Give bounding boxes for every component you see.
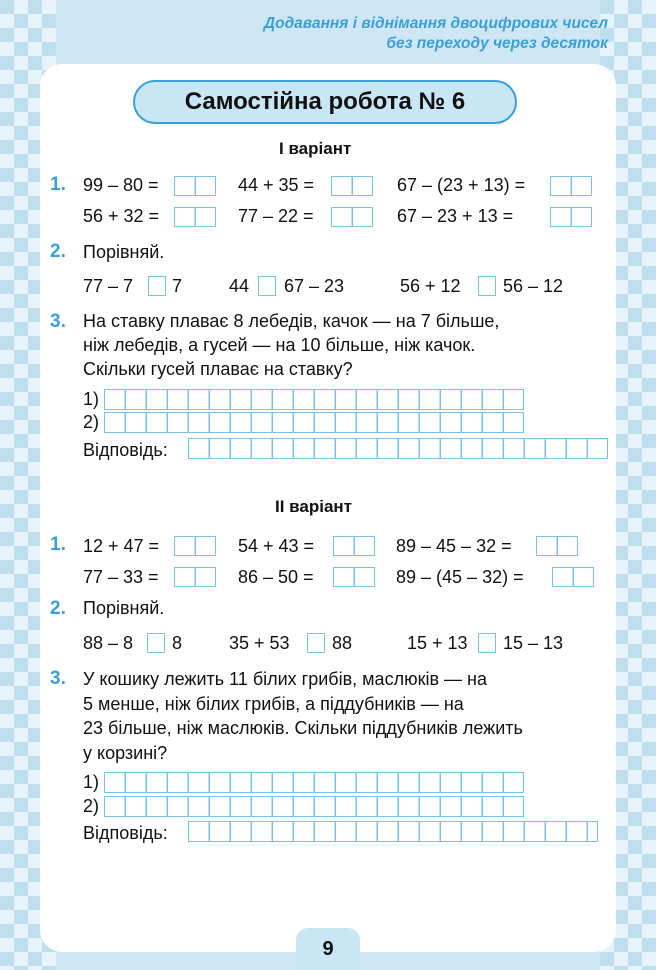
header-line-1: Додавання і віднімання двоцифрових чисел xyxy=(263,15,608,32)
variant2-title: ІІ варіант xyxy=(275,497,353,516)
v2-task2-label: Порівняй. xyxy=(83,598,165,618)
v1-task2-label: Порівняй. xyxy=(83,242,165,262)
v2-expr-1: 12 + 47 = xyxy=(83,536,160,556)
page-number: 9 xyxy=(296,928,360,970)
v1-answer-box-3[interactable] xyxy=(550,176,592,196)
v2-answer-grid[interactable] xyxy=(188,821,598,842)
variant1-title: І варіант xyxy=(279,139,352,158)
v2-task3-line-4: у корзині? xyxy=(83,743,168,763)
v2-answer-box-6[interactable] xyxy=(552,567,594,587)
v2-expr-6: 89 – (45 – 32) = xyxy=(396,567,524,587)
v1-task1-number: 1. xyxy=(50,174,66,195)
v1-compare-3-left: 56 + 12 xyxy=(400,276,461,296)
v2-compare-3-left: 15 + 13 xyxy=(407,633,468,653)
v2-expr-5: 86 – 50 = xyxy=(238,567,314,587)
v1-answer-box-5[interactable] xyxy=(331,207,373,227)
v1-task3-line-1: На ставку плаває 8 лебедів, качок — на 7 більше, xyxy=(83,311,500,331)
header-line-2: без переходу через десяток xyxy=(386,35,608,52)
v2-compare-box-3[interactable] xyxy=(478,633,496,653)
v2-compare-1-left: 88 – 8 xyxy=(83,633,134,653)
v1-step-1-label: 1) xyxy=(83,389,100,409)
v2-answer-label: Відповідь: xyxy=(83,823,168,843)
v1-task2-number: 2. xyxy=(50,241,66,262)
v2-task3-line-3: 23 більше, ніж маслюків. Скільки піддубників лежить xyxy=(83,718,523,738)
v1-answer-box-1[interactable] xyxy=(174,176,216,196)
v1-expr-3: 67 – (23 + 13) = xyxy=(397,175,526,195)
v2-compare-box-1[interactable] xyxy=(147,633,165,653)
v2-answer-box-2[interactable] xyxy=(333,536,375,556)
v2-task1-number: 1. xyxy=(50,534,66,555)
v1-compare-box-1[interactable] xyxy=(148,276,166,296)
v2-expr-4: 77 – 33 = xyxy=(83,567,159,587)
v2-step-2-label: 2) xyxy=(83,796,100,816)
page-title: Самостійна робота № 6 xyxy=(133,80,517,124)
v2-compare-2-right: 88 xyxy=(332,633,353,653)
v2-task3-line-1: У кошику лежить 11 білих грибів, маслюків — на xyxy=(83,669,487,689)
v1-step-1-grid[interactable] xyxy=(104,389,524,410)
v2-answer-box-4[interactable] xyxy=(174,567,216,587)
v2-expr-3: 89 – 45 – 32 = xyxy=(396,536,512,556)
v2-compare-2-left: 35 + 53 xyxy=(229,633,290,653)
v2-answer-box-1[interactable] xyxy=(174,536,216,556)
v2-compare-3-right: 15 – 13 xyxy=(503,633,564,653)
v2-expr-2: 54 + 43 = xyxy=(238,536,315,556)
v1-step-2-label: 2) xyxy=(83,412,100,432)
v2-step-2-grid[interactable] xyxy=(104,796,524,817)
v1-compare-2-left: 44 xyxy=(229,276,250,296)
v1-task3-number: 3. xyxy=(50,311,66,332)
v2-step-1-grid[interactable] xyxy=(104,772,524,793)
v1-compare-1-left: 77 – 7 xyxy=(83,276,134,296)
v2-compare-box-2[interactable] xyxy=(307,633,325,653)
v1-answer-grid[interactable] xyxy=(188,438,608,459)
v1-answer-box-6[interactable] xyxy=(550,207,592,227)
v1-step-2-grid[interactable] xyxy=(104,412,524,433)
v2-task3-line-2: 5 менше, ніж білих грибів, а піддубників — на xyxy=(83,694,464,714)
v1-compare-box-3[interactable] xyxy=(478,276,496,296)
v2-step-1-label: 1) xyxy=(83,772,100,792)
v2-compare-1-right: 8 xyxy=(172,633,183,653)
v1-answer-box-2[interactable] xyxy=(331,176,373,196)
v2-answer-box-5[interactable] xyxy=(333,567,375,587)
v1-task3-line-3: Скільки гусей плаває на ставку? xyxy=(83,359,353,379)
v2-task3-number: 3. xyxy=(50,668,66,689)
v2-answer-box-3[interactable] xyxy=(536,536,578,556)
v1-answer-label: Відповідь: xyxy=(83,440,168,460)
v1-compare-3-right: 56 – 12 xyxy=(503,276,564,296)
v1-expr-1: 99 – 80 = xyxy=(83,175,159,195)
v1-expr-5: 77 – 22 = xyxy=(238,206,314,226)
page-header xyxy=(264,14,608,54)
v1-compare-2-right: 67 – 23 xyxy=(284,276,345,296)
v1-expr-4: 56 + 32 = xyxy=(83,206,160,226)
v1-answer-box-4[interactable] xyxy=(174,207,216,227)
v1-compare-1-right: 7 xyxy=(172,276,183,296)
v1-compare-box-2[interactable] xyxy=(258,276,276,296)
v1-expr-6: 67 – 23 + 13 = xyxy=(397,206,514,226)
v1-expr-2: 44 + 35 = xyxy=(238,175,315,195)
v2-task2-number: 2. xyxy=(50,598,66,619)
v1-task3-line-2: ніж лебедів, а гусей — на 10 більше, ніж качок. xyxy=(83,335,476,355)
